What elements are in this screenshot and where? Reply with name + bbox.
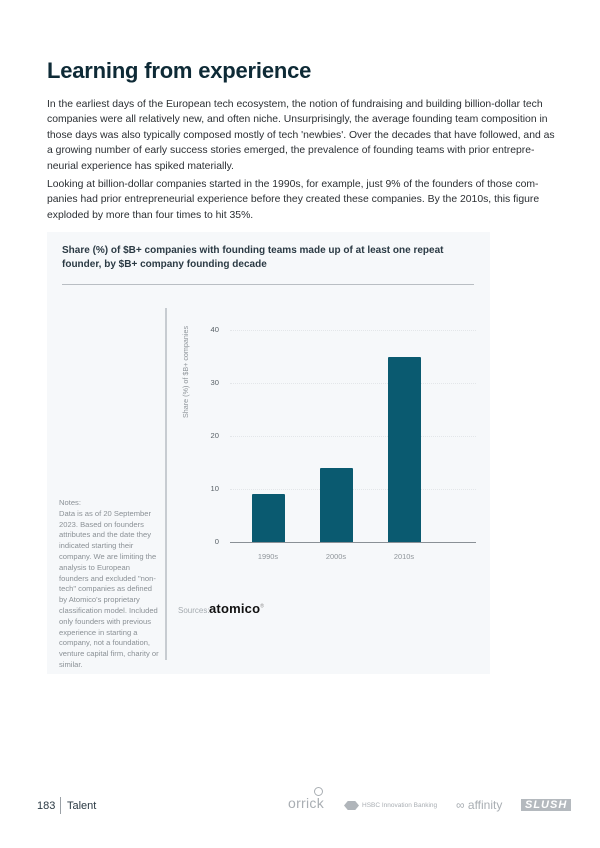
- x-axis-line: [230, 542, 476, 543]
- gridline: [230, 383, 476, 384]
- x-tick-label: 2000s: [325, 552, 347, 561]
- chart-notes: Notes: Data is as of 20 September 2023. Based on founders attributes and the date they indicated starting their company. We are limiting the analysis to European founders and excluded "non-tech" companies as defined by Atomico's proprietary classification model. Included only founders with previous experience in starting a company, not a foundation, venture capital firm, charity or similar.: [59, 498, 159, 669]
- y-tick-label: 20: [210, 431, 219, 440]
- stats-paragraph: Looking at billion-dollar companies started in the 1990s, for example, just 9% of the founders of those com-panies had prior entrepreneurial experience before they created these companies. By the 2010s, this figure exploded by more than four times to hit 35%.: [47, 179, 540, 221]
- bar-1990s: [252, 494, 285, 542]
- hsbc-hexagon-icon: [344, 801, 359, 810]
- footer-separator: [60, 797, 61, 814]
- y-axis-label: Share (%) of $B+ companies: [181, 325, 190, 418]
- bar-2010s: [388, 357, 421, 543]
- bar-2000s: [320, 468, 353, 542]
- chart-title: Share (%) of $B+ companies with founding teams made up of at least one repeat founder, by $B+ company founding decade: [62, 245, 444, 270]
- affinity-logo: ∞ affinity: [456, 798, 503, 812]
- atomico-logo: atomico®: [209, 601, 265, 616]
- y-tick-label: 30: [210, 378, 219, 387]
- chart-panel: [47, 232, 490, 674]
- page-number: 183: [37, 800, 56, 812]
- gridline: [230, 436, 476, 437]
- sources-label: Sources:: [178, 606, 210, 615]
- hsbc-logo: HSBC Innovation Banking: [344, 801, 437, 810]
- bar-chart: [47, 232, 490, 674]
- x-tick-label: 2010s: [393, 552, 415, 561]
- slush-logo: SLUSH: [521, 799, 571, 811]
- gridline: [230, 489, 476, 490]
- gridline: [230, 330, 476, 331]
- page-title: Learning from experience: [47, 58, 312, 83]
- orrick-logo: orrick: [288, 795, 324, 811]
- x-tick-label: 1990s: [257, 552, 279, 561]
- section-name: Talent: [67, 800, 97, 812]
- y-tick-label: 0: [214, 537, 219, 546]
- y-tick-label: 10: [210, 484, 219, 493]
- intro-paragraph: In the earliest days of the European tech ecosystem, the notion of fundraising and building billion-dollar tech companies were all relatively new, and often niche. Unsurprisingly, the average founding team composition in those days was also typically composed mostly of tech 'newbies'. Over the decades that have followed, and as a growing number of early success stories emerged, the prevalence of founding teams with prior entrepre-neurial experience has spiked materially.: [47, 99, 555, 172]
- y-tick-label: 40: [210, 325, 219, 334]
